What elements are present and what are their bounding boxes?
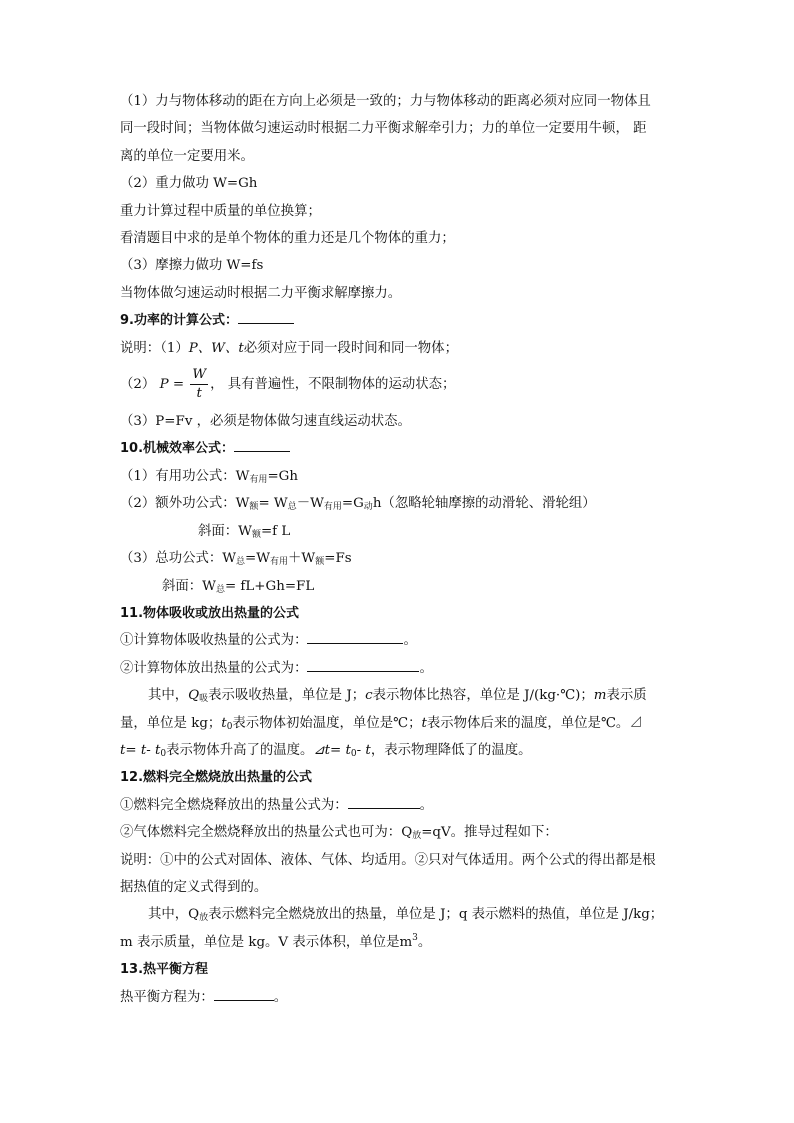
paragraph: 说明：①中的公式对固体、液体、气体、均适用。②只对气体适用。两个公式的得出都是根 bbox=[120, 852, 656, 868]
extra-work-formula: （2）额外功公式：$W_额= W_总-W_{有用}=G_动h$（忽略轮轴摩擦的动滑轮、滑轮组） bbox=[120, 496, 596, 513]
paragraph: 其中，$Q_吸$表示吸收热量，单位是 J；c表示物体比热容，单位是 J/(kg·℃)；m表示质 bbox=[148, 688, 647, 705]
paragraph: 看清题目中求的是单个物体的重力还是几个物体的重力； bbox=[120, 231, 455, 247]
section-heading-heat: 11.物体吸收或放出热量的公式 bbox=[120, 605, 300, 621]
paragraph: ②计算物体放出热量的公式为： 。 bbox=[120, 655, 680, 682]
slope-extra-formula: 斜面：$W_额=f$ L bbox=[198, 523, 291, 540]
section-heading-efficiency: 10.机械效率公式： bbox=[120, 435, 680, 462]
paragraph: （3）P=Fv ，必须是物体做匀速直线运动状态。 bbox=[120, 414, 411, 430]
total-work-formula: （3）总功公式：$W_总=W_{有用}+W_额=Fs$ bbox=[120, 551, 352, 568]
paragraph: （2）重力做功 W=Gh bbox=[120, 176, 258, 192]
answer-blank bbox=[238, 309, 294, 324]
paragraph: 热平衡方程为： 。 bbox=[120, 984, 680, 1011]
section-heading-fuel: 12.燃料完全燃烧放出热量的公式 bbox=[120, 770, 313, 786]
paragraph: 量，单位是 kg；$t_0$表示物体初始温度，单位是℃；t表示物体后来的温度，单位是℃。⊿ bbox=[120, 715, 643, 732]
section-heading-power: 9.功率的计算公式： bbox=[120, 307, 680, 334]
paragraph: ②气体燃料完全燃烧释放出的热量公式也可为：$Q_放=qV$。推导过程如下： bbox=[120, 825, 558, 842]
paragraph: ①燃料完全燃烧释放出的热量公式为： 。 bbox=[120, 792, 680, 819]
paragraph: （3）摩擦力做功 W=fs bbox=[120, 258, 264, 274]
paragraph: 同一段时间；当物体做匀速运动时根据二力平衡求解牵引力；力的单位一定要用牛顿， 距 bbox=[120, 121, 647, 137]
power-fraction: $\frac{W}{t}$ bbox=[192, 367, 207, 402]
answer-blank bbox=[348, 794, 420, 809]
answer-blank bbox=[234, 437, 290, 452]
paragraph: m 表示质量，单位是 kg。V 表示体积，单位是$m^3$。 bbox=[120, 932, 432, 950]
paragraph: 其中，$Q_放$表示燃料完全燃烧放出的热量，单位是 J；q 表示燃料的热值，单位是 J/kg； bbox=[148, 907, 664, 924]
paragraph: 当物体做匀速运动时根据二力平衡求解摩擦力。 bbox=[120, 285, 402, 301]
paragraph: 据热值的定义式得到的。 bbox=[120, 879, 268, 895]
answer-blank bbox=[307, 657, 419, 672]
answer-blank bbox=[214, 986, 274, 1001]
slope-total-formula: 斜面：$W_总= fL+Gh=FL$ bbox=[162, 578, 315, 595]
document-page bbox=[120, 88, 680, 1011]
paragraph: 离的单位一定要用米。 bbox=[120, 148, 254, 164]
useful-work-formula: （1）有用功公式：$W_{有用}=Gh$ bbox=[120, 468, 298, 485]
answer-blank bbox=[307, 629, 403, 644]
paragraph: 重力计算过程中质量的单位换算； bbox=[120, 203, 321, 219]
paragraph: ①计算物体吸收热量的公式为： 。 bbox=[120, 627, 680, 654]
paragraph: 说明：（1）P、W、t必须对应于同一段时间和同一物体； bbox=[120, 340, 458, 356]
power-formula-line: （2） P = $\frac{W}{t}$ ， 具有普遍性，不限制物体的运动状态； bbox=[120, 367, 456, 402]
paragraph: t= t- $t_0$表示物体升高了的温度。⊿t= $t_0-$ t，表示物理降低了的温度。 bbox=[120, 742, 532, 759]
paragraph: （1）力与物体移动的距在方向上必须是一致的；力与物体移动的距离必须对应同一物体且 bbox=[120, 94, 651, 109]
section-heading-balance: 13.热平衡方程 bbox=[120, 962, 209, 978]
